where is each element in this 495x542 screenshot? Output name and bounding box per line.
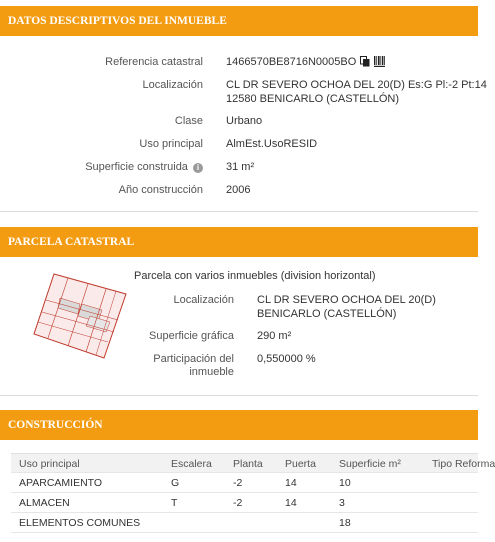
table-row [11, 513, 478, 533]
section-divider [0, 395, 478, 396]
table-cell: -2 [233, 497, 243, 509]
section-header-datos-descriptivos [0, 6, 478, 36]
field-label: Clase [174, 115, 203, 127]
table-cell: G [171, 477, 180, 489]
construccion-table [11, 453, 495, 533]
field-value: AlmEst.UsoRESID [226, 138, 318, 150]
column-header: Planta [233, 458, 263, 470]
field-label [85, 161, 203, 173]
column-header: Uso principal [19, 458, 80, 470]
barcode-icon[interactable] [374, 56, 386, 70]
field-value: 0,550000 % [257, 353, 316, 365]
parcela-localizacion-line-1: CL DR SEVERO OCHOA DEL 20(D) [257, 294, 436, 306]
field-value [226, 56, 386, 70]
field-label: Localización [142, 79, 203, 91]
table-row [11, 473, 478, 493]
field-label-line-1: Participación del [153, 353, 234, 365]
column-header: Superficie m² [339, 458, 401, 470]
table-row [11, 493, 478, 513]
column-header: Escalera [171, 458, 212, 470]
table-cell: ALMACEN [19, 497, 70, 509]
superficie-label-text: Superficie construida [85, 161, 188, 173]
column-header: Puerta [285, 458, 316, 470]
section-title: CONSTRUCCIÓN [8, 419, 103, 431]
table-cell: 14 [285, 497, 297, 509]
field-value: 31 m² [226, 161, 255, 173]
localizacion-line-2: 12580 BENICARLO (CASTELLÓN) [226, 93, 400, 105]
section-header-parcela-catastral [0, 227, 478, 257]
copy-icon[interactable] [360, 56, 370, 70]
parcel-map[interactable] [32, 270, 128, 360]
field-value: 2006 [226, 184, 251, 196]
referencia-catastral-value: 1466570BE8716N0005BO [226, 56, 357, 68]
table-cell: -2 [233, 477, 243, 489]
field-label: Referencia catastral [105, 56, 203, 68]
table-cell: 3 [339, 497, 345, 509]
parcela-localizacion-line-2: BENICARLO (CASTELLÓN) [257, 308, 397, 320]
section-title: DATOS DESCRIPTIVOS DEL INMUEBLE [8, 15, 227, 27]
section-divider [0, 211, 478, 212]
section-title: PARCELA CATASTRAL [8, 236, 135, 248]
table-cell: T [171, 497, 178, 509]
table-cell: ELEMENTOS COMUNES [19, 517, 141, 529]
field-label: Localización [173, 294, 234, 306]
info-icon[interactable]: i [193, 163, 203, 173]
field-value: Urbano [226, 115, 263, 127]
table-cell: 14 [285, 477, 297, 489]
field-label-line-2: inmueble [189, 366, 234, 378]
field-label: Año construcción [118, 184, 203, 196]
field-label: Uso principal [139, 138, 203, 150]
localizacion-line-1: CL DR SEVERO OCHOA DEL 20(D) Es:G Pl:-2 Pt:14 [226, 79, 487, 91]
table-cell: APARCAMIENTO [19, 477, 103, 489]
parcela-description-text: Parcela con varios inmuebles (division horizontal) [134, 270, 376, 282]
table-header-row [11, 453, 495, 473]
table-cell: 10 [339, 477, 351, 489]
section-header-construccion [0, 410, 478, 440]
field-value: 290 m² [257, 330, 292, 342]
table-cell: 18 [339, 517, 351, 529]
column-header: Tipo Reforma [432, 458, 495, 470]
field-label: Superficie gráfica [149, 330, 234, 342]
